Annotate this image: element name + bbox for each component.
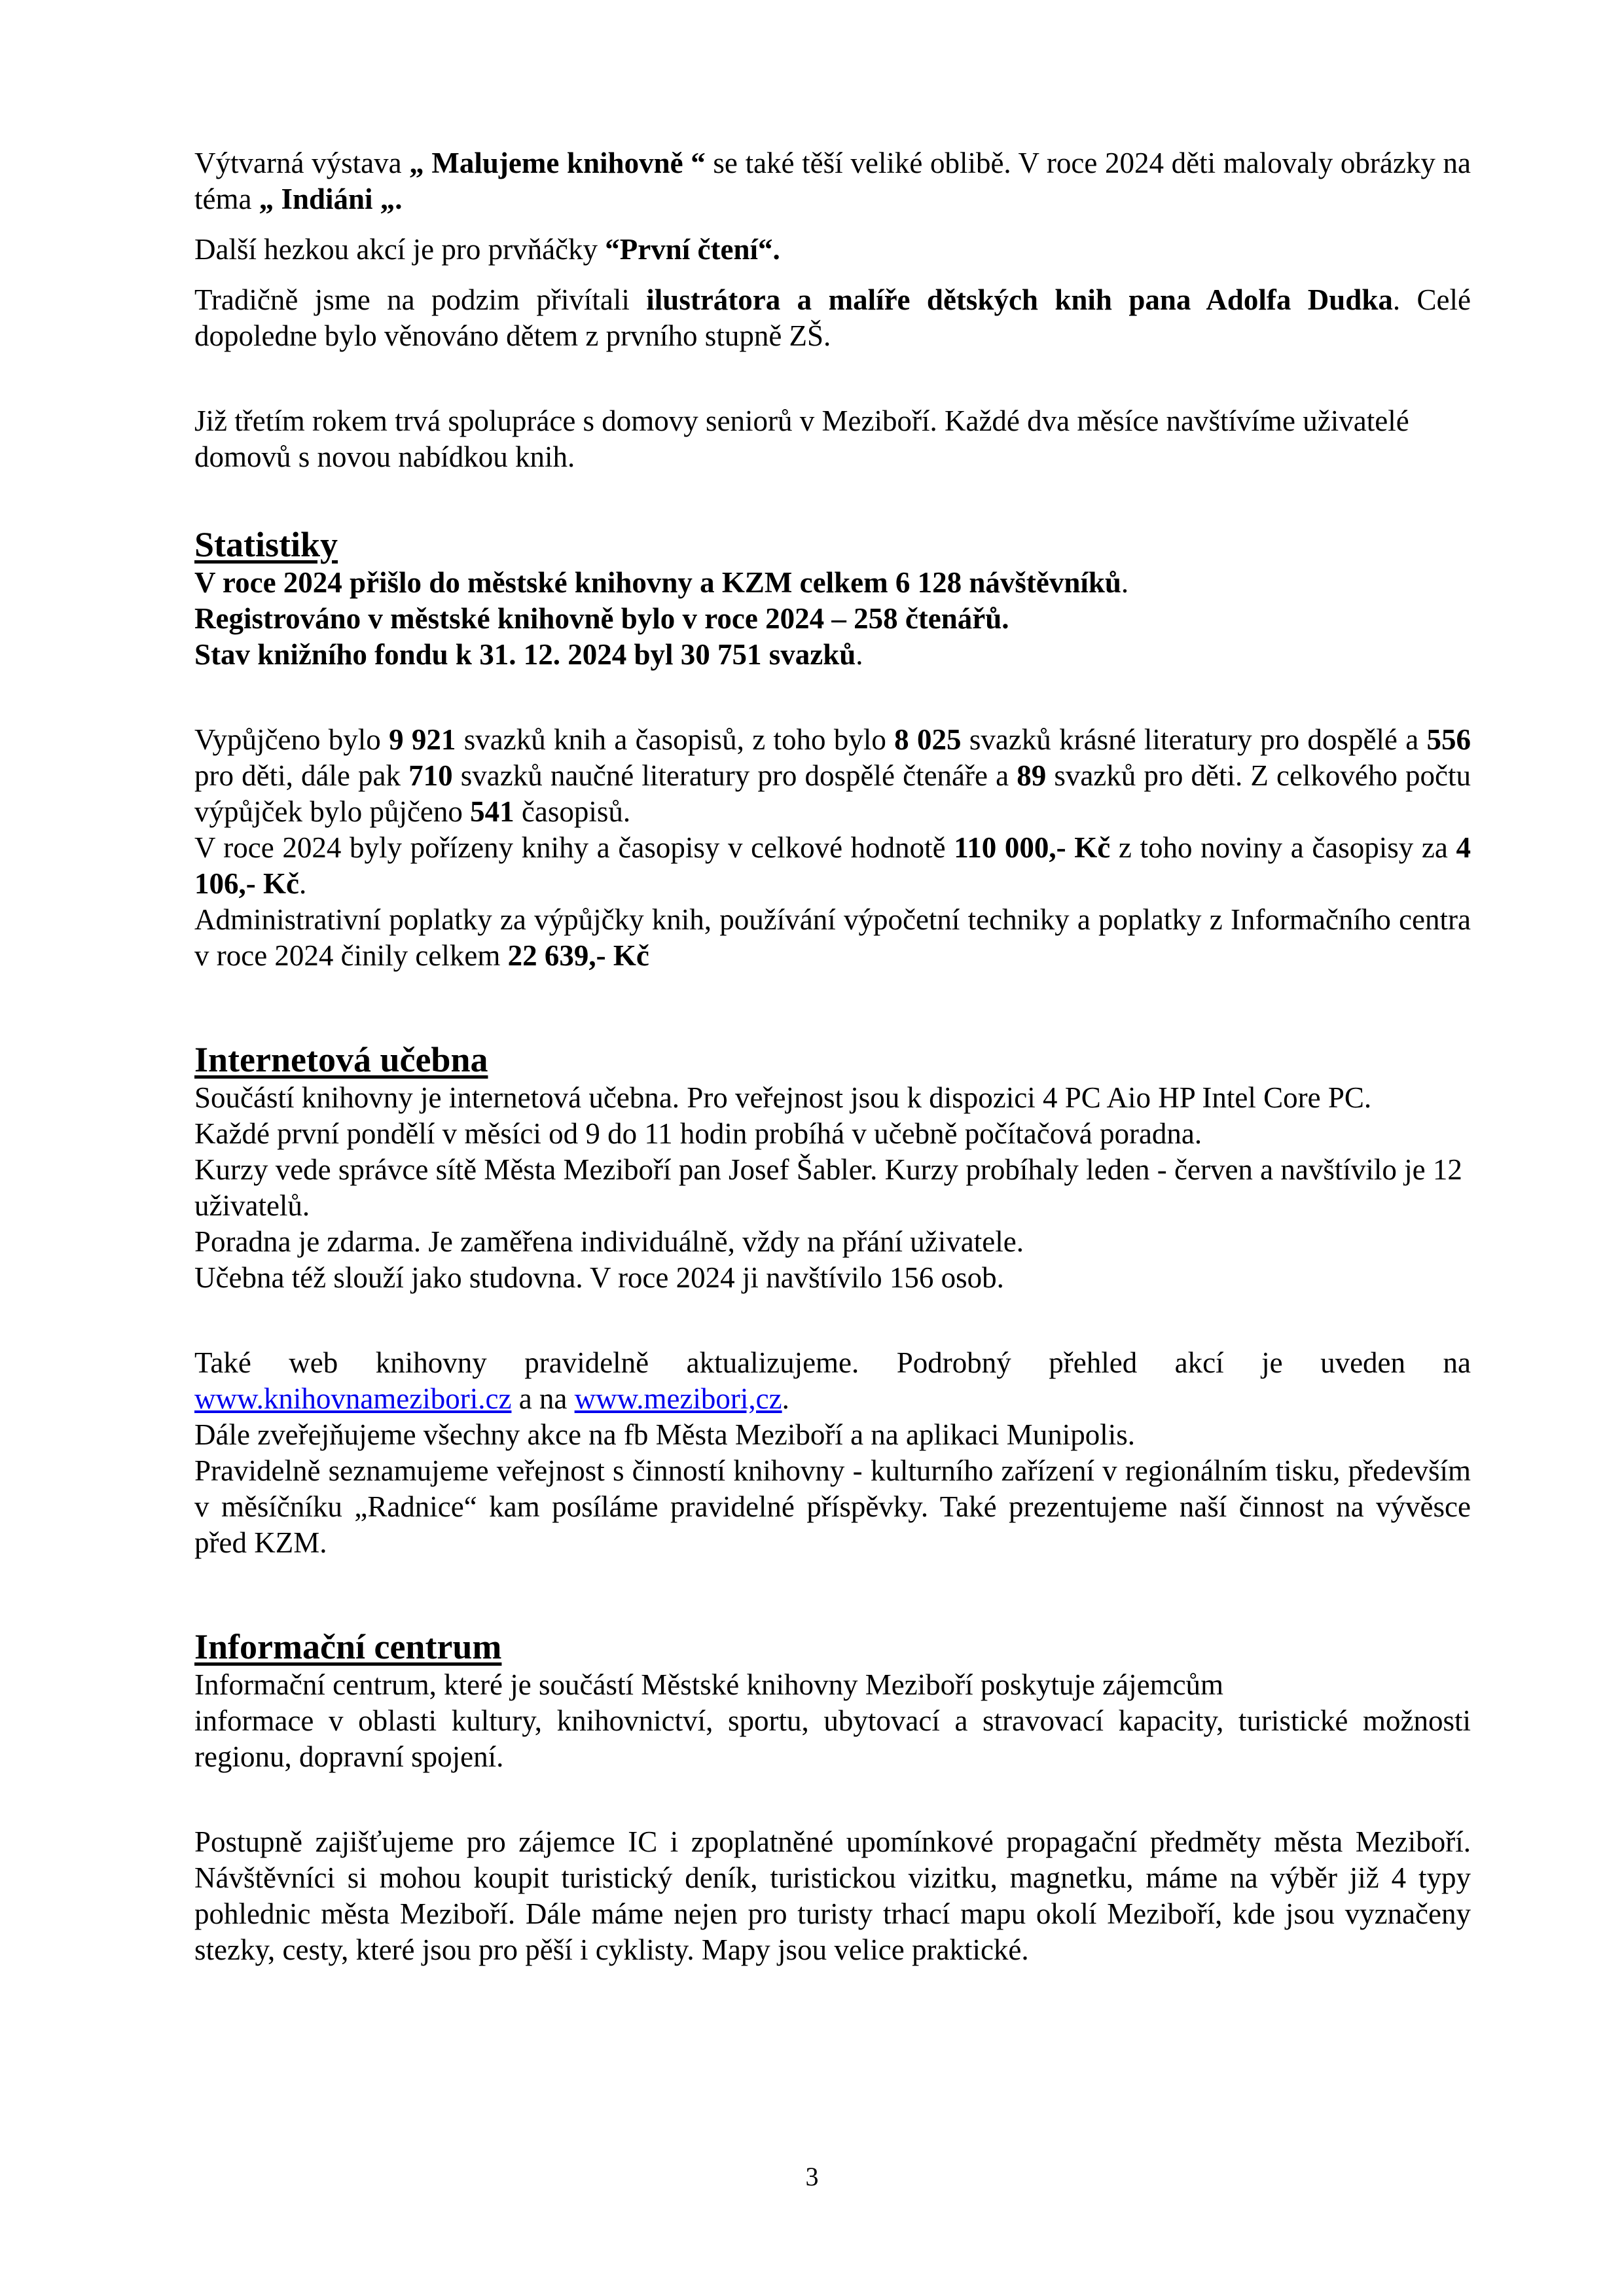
info-line-1: Informační centrum, které je součástí Městské knihovny Meziboří poskytuje zájemcům xyxy=(194,1668,1224,1701)
info-paragraph-2: Postupně zajišťujeme pro zájemce IC i zpoplatněné upomínkové propagační předměty města Meziboří. Návštěvníci si mohou koupit turistický deník, turistickou vizitku, magnetku, máme na výběr již 4 typy pohlednic města Meziboří. Dále máme nejen pro turisty trhací mapu okolí Meziboří, kde jsou vyznačeny stezky, cesty, které jsou pro pěší i cyklisty. Mapy jsou velice praktické. xyxy=(194,1825,1471,1966)
text-run: svazků knih a časopisů, z toho bylo xyxy=(456,723,895,756)
text-run: Další hezkou akcí je pro prvňáčky xyxy=(194,233,605,266)
exhibition-theme: „ Indiáni „. xyxy=(259,183,403,215)
text-run: . xyxy=(1121,566,1129,599)
text-run: . Celé dopoledne bylo věnováno dětem z prvního stupně ZŠ. xyxy=(194,283,1471,352)
loans-magazines: 541 xyxy=(470,795,514,828)
internet-line-advisory: Každé první pondělí v měsíci od 9 do 11 hodin probíhá v učebně počítačová poradna. xyxy=(194,1117,1202,1150)
purchase-paragraph xyxy=(194,830,1471,902)
fees-paragraph xyxy=(194,902,1471,974)
press-paragraph: Pravidelně seznamujeme veřejnost s činností knihovny - kulturního zařízení v regionálním tisku, především v měsíčníku „Radnice“ kam posíláme pravidelné příspěvky. Také prezentujeme naší činnost na vývěsce před KZM. xyxy=(194,1454,1471,1559)
loans-paragraph xyxy=(194,722,1471,830)
exhibition-title: „ Malujeme knihovně “ xyxy=(409,147,706,179)
text-run: Vypůjčeno bylo xyxy=(194,723,389,756)
internet-heading: Internetová učebna xyxy=(194,1040,488,1079)
text-run: Administrativní poplatky za výpůjčky knih, používání výpočetní techniky a poplatky z Informačního centra v roce 2024 činily celkem xyxy=(194,903,1471,972)
internet-line-free: Poradna je zdarma. Je zaměřena individuálně, vždy na přání uživatele. xyxy=(194,1225,1024,1258)
illustrator-name: ilustrátora a malíře dětských knih pana Adolfa Dudka xyxy=(646,283,1393,316)
readers-line xyxy=(194,601,1471,637)
text-run: z toho noviny a časopisy za xyxy=(1110,831,1456,864)
internet-line-courses: Kurzy vede správce sítě Města Meziboří pan Josef Šabler. Kurzy probíhaly leden - červen a navštívilo je 12 uživatelů. xyxy=(194,1153,1462,1222)
document-page xyxy=(194,145,1471,1968)
text-run: svazků pro děti. Z celkového počtu výpůjček bylo půjčeno xyxy=(194,759,1471,828)
visitors-line xyxy=(194,565,1471,601)
text-run: Výtvarná výstava xyxy=(194,147,410,179)
text-run: . xyxy=(782,1382,789,1415)
knihovna-web-link[interactable]: www.knihovnamezibori.cz xyxy=(194,1382,512,1415)
internet-line-computers: Součástí knihovny je internetová učebna. Pro veřejnost jsou k dispozici 4 PC Aio HP Intel Core PC. xyxy=(194,1081,1372,1114)
mezibori-web-link[interactable]: www.mezibori,cz xyxy=(574,1382,782,1415)
text-run: . xyxy=(298,867,307,900)
fees-total: 22 639,- Kč xyxy=(507,939,649,972)
loans-nonfiction-children: 89 xyxy=(1017,759,1047,792)
info-paragraph-1: informace v oblasti kultury, knihovnictví, sportu, ubytovací a stravovací kapacity, turistické možnosti regionu, dopravní spojení. xyxy=(194,1704,1471,1773)
fund-line xyxy=(194,637,1471,673)
text-run: . xyxy=(856,638,863,671)
web-paragraph xyxy=(194,1345,1471,1417)
first-reading-paragraph xyxy=(194,232,1471,268)
illustrator-paragraph xyxy=(194,282,1471,354)
purchase-newspapers: 4 106,- Kč xyxy=(194,831,1471,900)
text-run: Tradičně jsme na podzim přivítali xyxy=(194,283,647,316)
text-run: V roce 2024 byly pořízeny knihy a časopisy v celkové hodnotě xyxy=(194,831,954,864)
text-run: se také těší veliké oblibě. V roce 2024 děti malovaly obrázky na téma xyxy=(194,147,1471,215)
text-run: časopisů. xyxy=(514,795,631,828)
loans-nonfiction-adults: 710 xyxy=(408,759,453,792)
facebook-line: Dále zveřejňujeme všechny akce na fb Města Meziboří a na aplikaci Munipolis. xyxy=(194,1418,1135,1451)
loans-fiction-children: 556 xyxy=(1426,723,1471,756)
first-reading-title: “První čtení“. xyxy=(605,233,780,266)
text-run: a na xyxy=(511,1382,575,1415)
text-run: Také web knihovny pravidelně aktualizujeme. Podrobný přehled akcí je uveden na xyxy=(194,1346,1471,1379)
text-run: svazků naučné literatury pro dospělé čtenáře a xyxy=(452,759,1017,792)
readers-stat: Registrováno v městské knihovně bylo v roce 2024 – 258 čtenářů. xyxy=(194,602,1009,635)
page-number: 3 xyxy=(805,2162,819,2191)
text-run: pro děti, dále pak xyxy=(194,759,409,792)
loans-total: 9 921 xyxy=(389,723,456,756)
internet-line-study: Učebna též slouží jako studovna. V roce 2024 ji navštívilo 156 osob. xyxy=(194,1261,1004,1294)
statistiky-heading: Statistiky xyxy=(194,525,338,564)
loans-fiction-adults: 8 025 xyxy=(894,723,962,756)
purchase-total: 110 000,- Kč xyxy=(954,831,1111,864)
seniors-paragraph: Již třetím rokem trvá spolupráce s domovy seniorů v Meziboří. Každé dva měsíce navštívíme uživatelé domovů s novou nabídkou knih. xyxy=(194,404,1409,473)
info-centrum-heading: Informační centrum xyxy=(194,1627,502,1666)
text-run: svazků krásné literatury pro dospělé a xyxy=(961,723,1427,756)
visitors-stat: V roce 2024 přišlo do městské knihovny a KZM celkem 6 128 návštěvníků xyxy=(194,566,1121,599)
exhibition-paragraph xyxy=(194,145,1471,217)
fund-stat: Stav knižního fondu k 31. 12. 2024 byl 30 751 svazků xyxy=(194,638,856,671)
